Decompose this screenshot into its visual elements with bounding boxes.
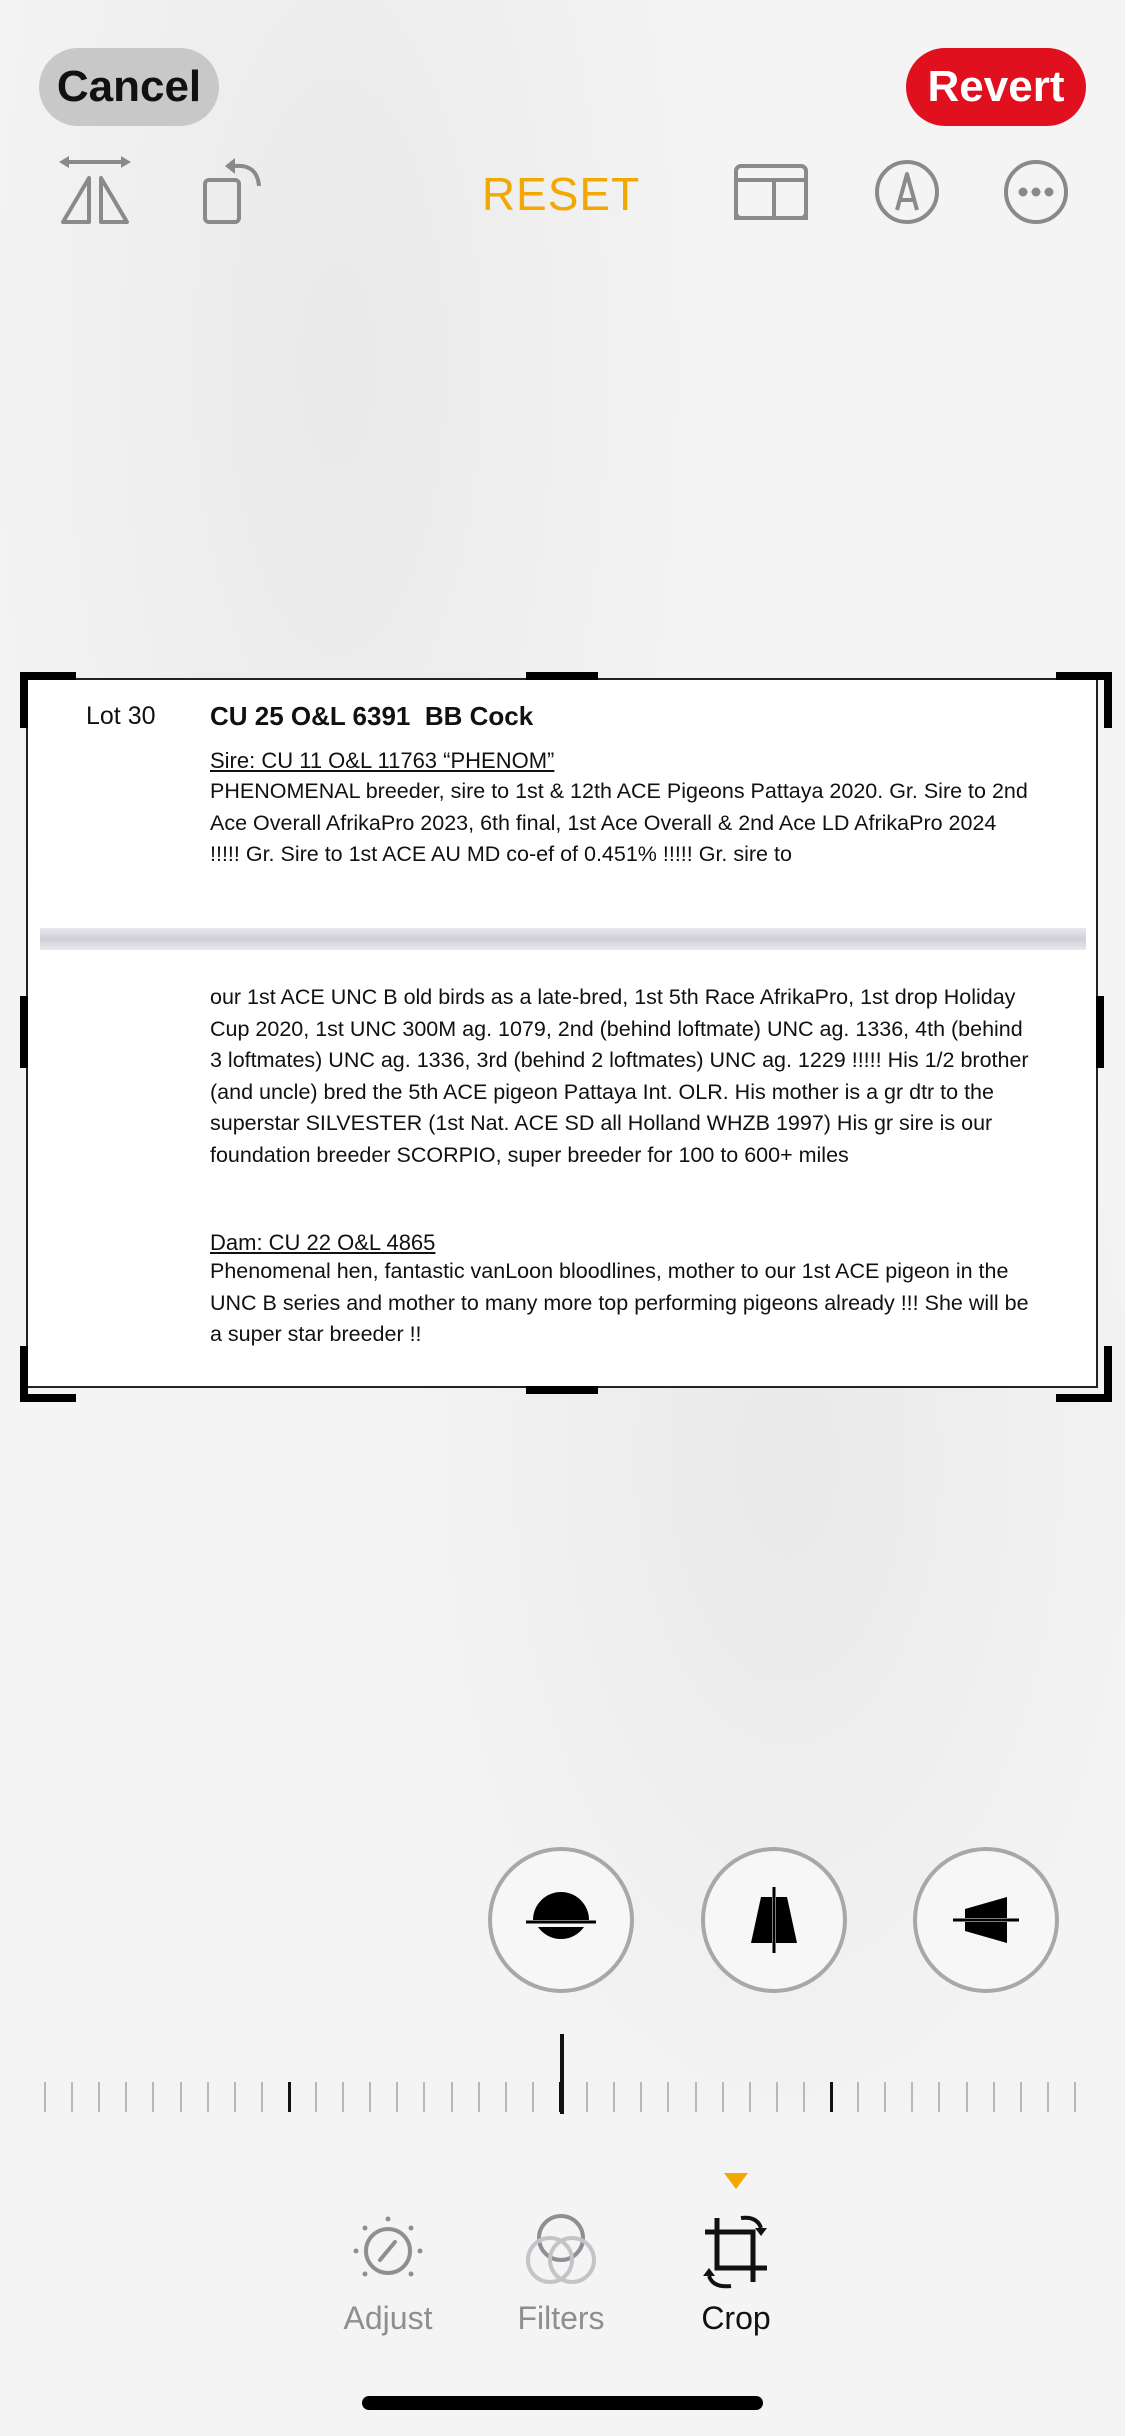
slider-tick: [44, 2082, 46, 2112]
slider-tick: [478, 2082, 480, 2112]
crop-handle-top-left[interactable]: [20, 672, 76, 728]
crop-handle-right[interactable]: [1096, 996, 1104, 1068]
slider-tick: [423, 2082, 425, 2112]
slider-tick: [152, 2082, 154, 2112]
home-indicator: [362, 2396, 763, 2410]
slider-tick: [207, 2082, 209, 2112]
tab-adjust[interactable]: [313, 2210, 463, 2340]
reset-button[interactable]: RESET: [481, 168, 641, 220]
cancel-button[interactable]: Cancel: [39, 48, 219, 126]
aspect-ratio-icon[interactable]: [731, 152, 811, 232]
markup-icon[interactable]: [867, 152, 947, 232]
dam-label: Dam: CU 22 O&L 4865: [210, 1230, 436, 1255]
slider-tick: [98, 2082, 100, 2112]
slider-tick: [830, 2082, 833, 2112]
slider-tick: [667, 2082, 669, 2112]
slider-tick: [966, 2082, 968, 2112]
crop-handle-bottom-right[interactable]: [1056, 1346, 1112, 1402]
slider-tick: [613, 2082, 615, 2112]
sire-description: PHENOMENAL breeder, sire to 1st & 12th ACE Pigeons Pattaya 2020. Gr. Sire to 2nd Ace Overall AfrikaPro 2023, 6th final, 1st Ace Overall & 2nd Ace LD AfrikaPro 2024 !!!!! Gr. Sire to 1st ACE AU MD co-ef of 0.451% !!!!! Gr. sire to: [210, 779, 1028, 866]
crop-handle-bottom-left[interactable]: [20, 1346, 76, 1402]
slider-tick: [234, 2082, 236, 2112]
slider-tick: [640, 2082, 642, 2112]
slider-tick: [1074, 2082, 1076, 2112]
slider-tick: [451, 2082, 453, 2112]
slider-tick: [369, 2082, 371, 2112]
lot-label: Lot 30: [86, 702, 156, 730]
straighten-button[interactable]: [488, 1847, 634, 1993]
crop-handle-left[interactable]: [20, 996, 28, 1068]
revert-button[interactable]: Revert: [906, 48, 1086, 126]
crop-handle-top[interactable]: [526, 672, 598, 680]
horizontal-perspective-button[interactable]: [913, 1847, 1059, 1993]
slider-tick: [722, 2082, 724, 2112]
slider-tick: [1020, 2082, 1022, 2112]
slider-tick: [559, 2082, 562, 2112]
slider-tick: [884, 2082, 886, 2112]
tab-filters[interactable]: [486, 2210, 636, 2340]
dam-description: Phenomenal hen, fantastic vanLoon bloodlines, mother to our 1st ACE pigeon in the UNC B series and mother to many more top performing pigeons already !!! She will be a super star breeder !!: [210, 1259, 1029, 1346]
slider-tick: [776, 2082, 778, 2112]
document-top-section: [40, 680, 1086, 928]
slider-tick: [586, 2082, 588, 2112]
vertical-perspective-button[interactable]: [701, 1847, 847, 1993]
document-bottom-section: [40, 950, 1086, 1386]
slider-tick: [938, 2082, 940, 2112]
tab-crop-label: Crop: [701, 2300, 771, 2336]
filters-icon: [520, 2210, 602, 2292]
horizontal-perspective-icon: [951, 1885, 1021, 1955]
slider-tick: [71, 2082, 73, 2112]
slider-tick: [288, 2082, 291, 2112]
flip-horizontal-icon[interactable]: [55, 152, 135, 232]
slider-tick: [396, 2082, 398, 2112]
slider-tick: [505, 2082, 507, 2112]
tab-adjust-label: Adjust: [343, 2300, 433, 2336]
continued-description: our 1st ACE UNC B old birds as a late-bred, 1st 5th Race AfrikaPro, 1st drop Holiday Cup 2020, 1st UNC 300M ag. 1079, 2nd (behind loftmate) UNC ag. 1336, 4th (behind 3 loftmates) UNC ag. 1336, 3rd (behind 2 loftmates) UNC ag. 1229 !!!!! His 1/2 brother (and uncle) bred the 5th ACE pigeon Pattaya Int. OLR. His mother is a gr dtr to the superstar SILVESTER (1st Nat. ACE SD all Holland WHZB 1997) His gr sire is our foundation breeder SCORPIO, super breeder for 100 to 600+ miles: [210, 985, 1029, 1167]
slider-tick: [1047, 2082, 1049, 2112]
tab-filters-label: Filters: [517, 2300, 605, 2336]
slider-tick: [342, 2082, 344, 2112]
lot-title: CU 25 O&L 6391 BB Cock: [210, 701, 534, 731]
crop-rotate-icon: [695, 2210, 777, 2292]
more-icon[interactable]: [996, 152, 1076, 232]
page-separator: [40, 928, 1086, 950]
sire-label: Sire: CU 11 O&L 11763 “PHENOM”: [210, 748, 555, 773]
slider-tick: [532, 2082, 534, 2112]
slider-tick: [911, 2082, 913, 2112]
slider-tick: [261, 2082, 263, 2112]
slider-tick: [695, 2082, 697, 2112]
adjust-dial-icon: [347, 2210, 429, 2292]
slider-tick: [180, 2082, 182, 2112]
slider-tick: [315, 2082, 317, 2112]
crop-handle-bottom[interactable]: [526, 1386, 598, 1394]
angle-slider[interactable]: [44, 2082, 1084, 2114]
straighten-icon: [526, 1885, 596, 1955]
vertical-perspective-icon: [739, 1885, 809, 1955]
slider-tick: [125, 2082, 127, 2112]
slider-tick: [749, 2082, 751, 2112]
slider-tick: [803, 2082, 805, 2112]
slider-tick: [993, 2082, 995, 2112]
tab-crop[interactable]: [661, 2210, 811, 2340]
slider-tick: [857, 2082, 859, 2112]
active-tab-marker: [724, 2173, 748, 2189]
rotate-icon[interactable]: [195, 152, 275, 232]
crop-handle-top-right[interactable]: [1056, 672, 1112, 728]
crop-frame[interactable]: [26, 678, 1098, 1388]
